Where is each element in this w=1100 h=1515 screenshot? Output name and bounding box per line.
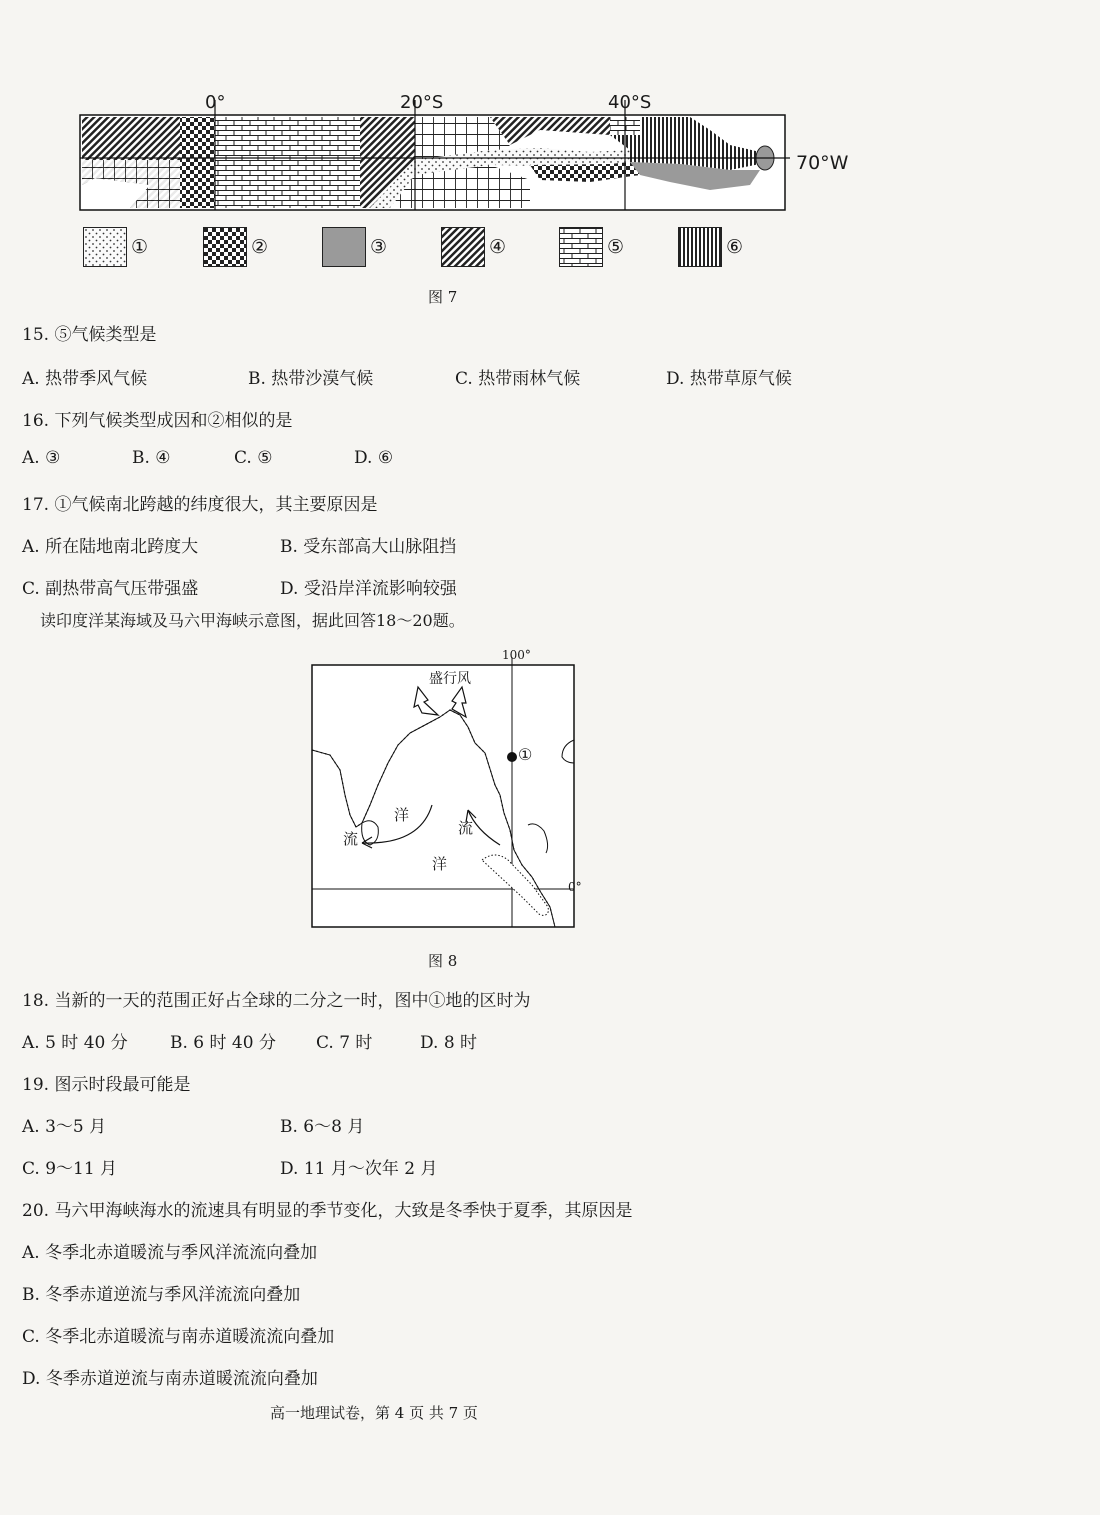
fig8-current-char: 流 <box>343 830 359 848</box>
q20-option-d: D. 冬季赤道逆流与南赤道暖流流向叠加 <box>22 1369 318 1389</box>
fig7-lon-70w: 70°W <box>796 152 849 174</box>
q16-stem: 16. 下列气候类型成因和②相似的是 <box>22 411 293 431</box>
fig7-lat-20s: 20°S <box>400 92 444 113</box>
legend-item-5 <box>559 226 624 268</box>
legend-num: ⑤ <box>607 236 625 258</box>
legend-num: ③ <box>370 236 388 258</box>
q16-option-b: B. ④ <box>132 448 171 468</box>
q15-option-c: C. 热带雨林气候 <box>455 369 581 389</box>
legend-num: ④ <box>489 236 507 258</box>
legend-item-2 <box>203 226 268 268</box>
q19-option-b: B. 6～8 月 <box>280 1117 365 1137</box>
figure8-map <box>300 645 590 935</box>
fig8-lon-100: 100° <box>502 648 531 662</box>
q20-option-b: B. 冬季赤道逆流与季风洋流流向叠加 <box>22 1285 301 1305</box>
legend-swatch-vertical <box>678 227 722 267</box>
figure8-caption: 图 8 <box>428 952 458 970</box>
q19-option-c: C. 9～11 月 <box>22 1159 118 1179</box>
q17-option-b: B. 受东部高大山脉阻挡 <box>280 537 457 557</box>
q20-option-c: C. 冬季北赤道暖流与南赤道暖流流向叠加 <box>22 1327 335 1347</box>
q17-stem: 17. ①气候南北跨越的纬度很大，其主要原因是 <box>22 495 378 515</box>
q19-option-d: D. 11 月～次年 2 月 <box>280 1159 438 1179</box>
legend-swatch-checker <box>203 227 247 267</box>
legend-swatch-brick <box>559 227 603 267</box>
fig7-lat-0: 0° <box>205 92 226 113</box>
q15-option-a: A. 热带季风气候 <box>22 369 148 389</box>
q18-option-b: B. 6 时 40 分 <box>170 1033 276 1053</box>
legend-item-3 <box>322 226 387 268</box>
fig8-current-char: 洋 <box>432 855 448 873</box>
legend-item-4 <box>441 226 506 268</box>
legend-swatch-dots <box>83 227 127 267</box>
q16-option-d: D. ⑥ <box>354 448 394 468</box>
figure7-caption: 图 7 <box>428 288 458 306</box>
legend-num: ② <box>251 236 269 258</box>
intro-18-20: 读印度洋某海域及马六甲海峡示意图，据此回答18～20题。 <box>40 611 465 630</box>
q16-option-c: C. ⑤ <box>234 448 273 468</box>
q18-stem: 18. 当新的一天的范围正好占全球的二分之一时，图中①地的区时为 <box>22 991 531 1011</box>
q20-stem: 20. 马六甲海峡海水的流速具有明显的季节变化，大致是冬季快于夏季，其原因是 <box>22 1201 633 1221</box>
q20-option-a: A. 冬季北赤道暖流与季风洋流流向叠加 <box>22 1243 318 1263</box>
legend-num: ① <box>131 236 149 258</box>
legend-swatch-gray <box>322 227 366 267</box>
legend-item-6 <box>678 226 743 268</box>
q19-stem: 19. 图示时段最可能是 <box>22 1075 191 1095</box>
fig8-point-1: ① <box>518 745 533 764</box>
q18-option-d: D. 8 时 <box>420 1033 478 1053</box>
fig7-lat-40s: 40°S <box>608 92 652 113</box>
q19-option-a: A. 3～5 月 <box>22 1117 107 1137</box>
legend-item-1 <box>83 226 148 268</box>
page-footer: 高一地理试卷，第 4 页 共 7 页 <box>270 1404 478 1422</box>
legend-swatch-diagonal <box>441 227 485 267</box>
q18-option-c: C. 7 时 <box>316 1033 373 1053</box>
q17-option-a: A. 所在陆地南北跨度大 <box>22 537 199 557</box>
fig8-current-char: 洋 <box>394 806 410 824</box>
q15-option-b: B. 热带沙漠气候 <box>248 369 374 389</box>
q15-stem: 15. ⑤气候类型是 <box>22 325 157 345</box>
legend-num: ⑥ <box>726 236 744 258</box>
fig8-wind-label: 盛行风 <box>429 671 471 687</box>
q17-option-d: D. 受沿岸洋流影响较强 <box>280 579 457 599</box>
fig8-lat-0: 0° <box>568 880 582 894</box>
q18-option-a: A. 5 时 40 分 <box>22 1033 128 1053</box>
q15-option-d: D. 热带草原气候 <box>666 369 792 389</box>
q16-option-a: A. ③ <box>22 448 61 468</box>
q17-option-c: C. 副热带高气压带强盛 <box>22 579 199 599</box>
fig8-current-char: 流 <box>458 819 474 837</box>
figure7-map <box>70 90 870 220</box>
